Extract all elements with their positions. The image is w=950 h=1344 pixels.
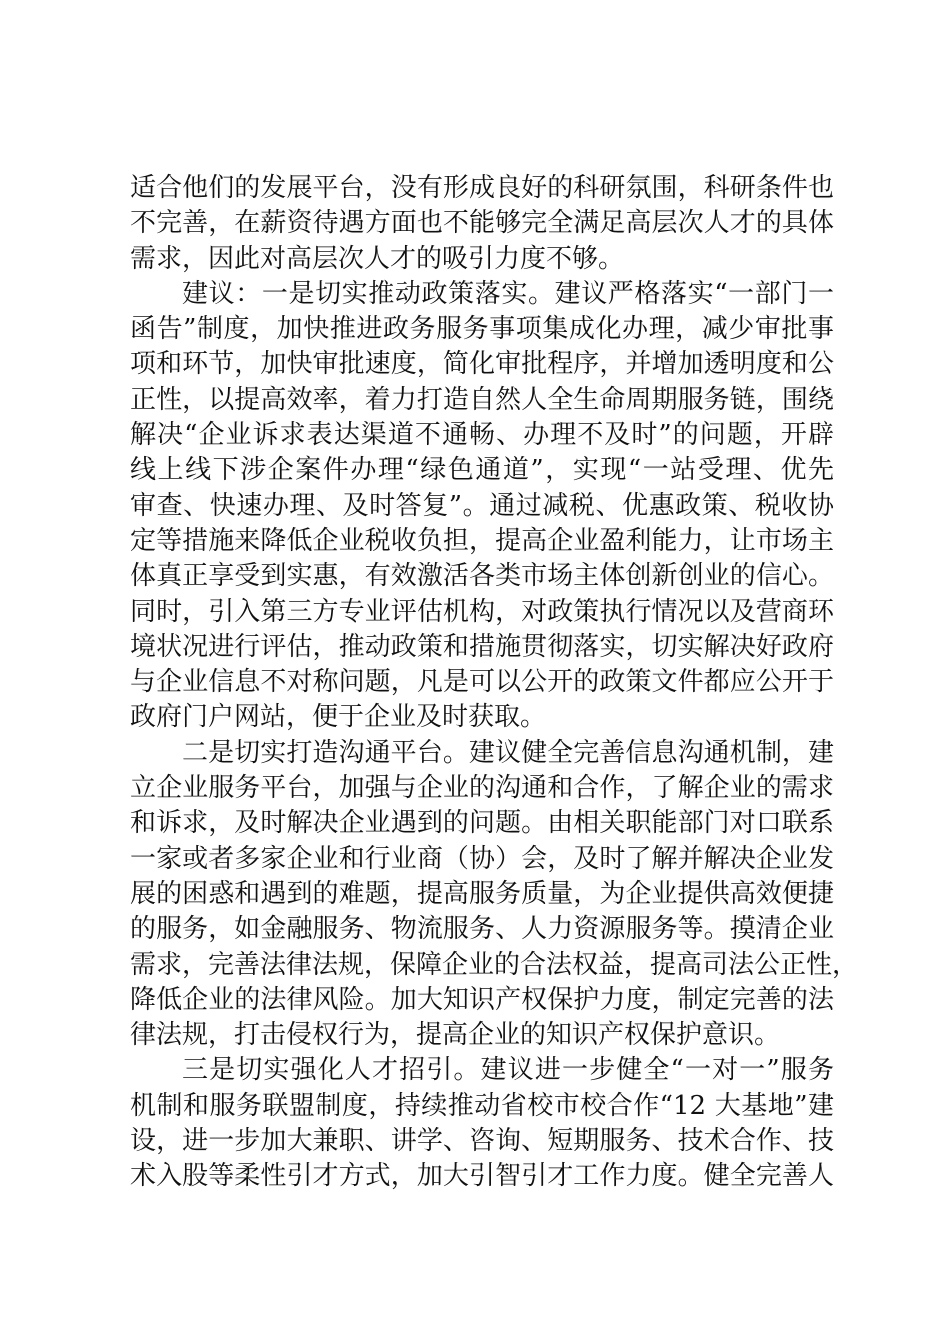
body-text	[130, 171, 859, 1195]
text-line: 解决“企业诉求表达渠道不通畅、办理不及时”的问题，开辟	[130, 420, 834, 451]
text-line: 三是切实强化人才招引。建议进一步健全“一对一”服务	[182, 1055, 834, 1086]
text-line: 境状况进行评估，推动政策和措施贯彻落实，切实解决好政府	[130, 631, 834, 662]
text-line: 降低企业的法律风险。加大知识产权保护力度，制定完善的法	[130, 984, 834, 1015]
paragraph	[130, 1053, 834, 1194]
text-line: 的服务，如金融服务、物流服务、人力资源服务等。摸清企业	[130, 914, 834, 945]
text-line: 同时，引入第三方专业评估机构，对政策执行情况以及营商环	[130, 596, 834, 627]
text-line: 项和环节，加快审批速度，简化审批程序，并增加透明度和公	[130, 349, 834, 380]
text-line: 政府门户网站，便于企业及时获取。	[130, 702, 547, 733]
text-line: 二是切实打造沟通平台。建议健全完善信息沟通机制，建	[182, 737, 834, 768]
text-line: 正性，以提高效率，着力打造自然人全生命周期服务链，围绕	[130, 384, 834, 415]
text-line: 一家或者多家企业和行业商（协）会，及时了解并解决企业发	[130, 843, 834, 874]
text-line: 展的困惑和遇到的难题，提高服务质量，为企业提供高效便捷	[130, 878, 834, 909]
text-line: 不完善，在薪资待遇方面也不能够完全满足高层次人才的具体	[130, 208, 834, 239]
text-line: 与企业信息不对称问题，凡是可以公开的政策文件都应公开于	[130, 667, 834, 698]
text-line: 术入股等柔性引才方式，加大引智引才工作力度。健全完善人	[130, 1161, 834, 1192]
text-line: 设，进一步加大兼职、讲学、咨询、短期服务、技术合作、技	[130, 1126, 834, 1157]
text-line: 适合他们的发展平台，没有形成良好的科研氛围，科研条件也	[130, 173, 834, 203]
text-line: 体真正享受到实惠，有效激活各类市场主体创新创业的信心。	[130, 561, 834, 592]
text-line: 定等措施来降低企业税收负担，提高企业盈利能力，让市场主	[130, 525, 834, 556]
text-line: 建议：一是切实推动政策落实。建议严格落实“一部门一	[182, 278, 834, 309]
paragraph	[130, 277, 834, 736]
text-line: 审查、快速办理、及时答复”。通过减税、优惠政策、税收协	[130, 490, 834, 521]
text-line: 需求，因此对高层次人才的吸引力度不够。	[130, 243, 625, 274]
paragraph	[130, 736, 859, 1054]
text-line: 律法规，打击侵权行为，提高企业的知识产权保护意识。	[130, 1020, 781, 1051]
text-line: 机制和服务联盟制度，持续推动省校市校合作“12 大基地”建	[130, 1090, 834, 1121]
text-line: 函告”制度，加快推进政务服务事项集成化办理，减少审批事	[130, 314, 834, 345]
text-line: 立企业服务平台，加强与企业的沟通和合作，了解企业的需求	[130, 773, 834, 804]
paragraph	[130, 171, 834, 277]
text-line: 线上线下涉企案件办理“绿色通道”，实现“一站受理、优先	[130, 455, 834, 486]
text-line: 和诉求，及时解决企业遇到的问题。由相关职能部门对口联系	[130, 808, 834, 839]
text-line: 需求，完善法律法规，保障企业的合法权益，提高司法公正性，	[130, 949, 859, 980]
